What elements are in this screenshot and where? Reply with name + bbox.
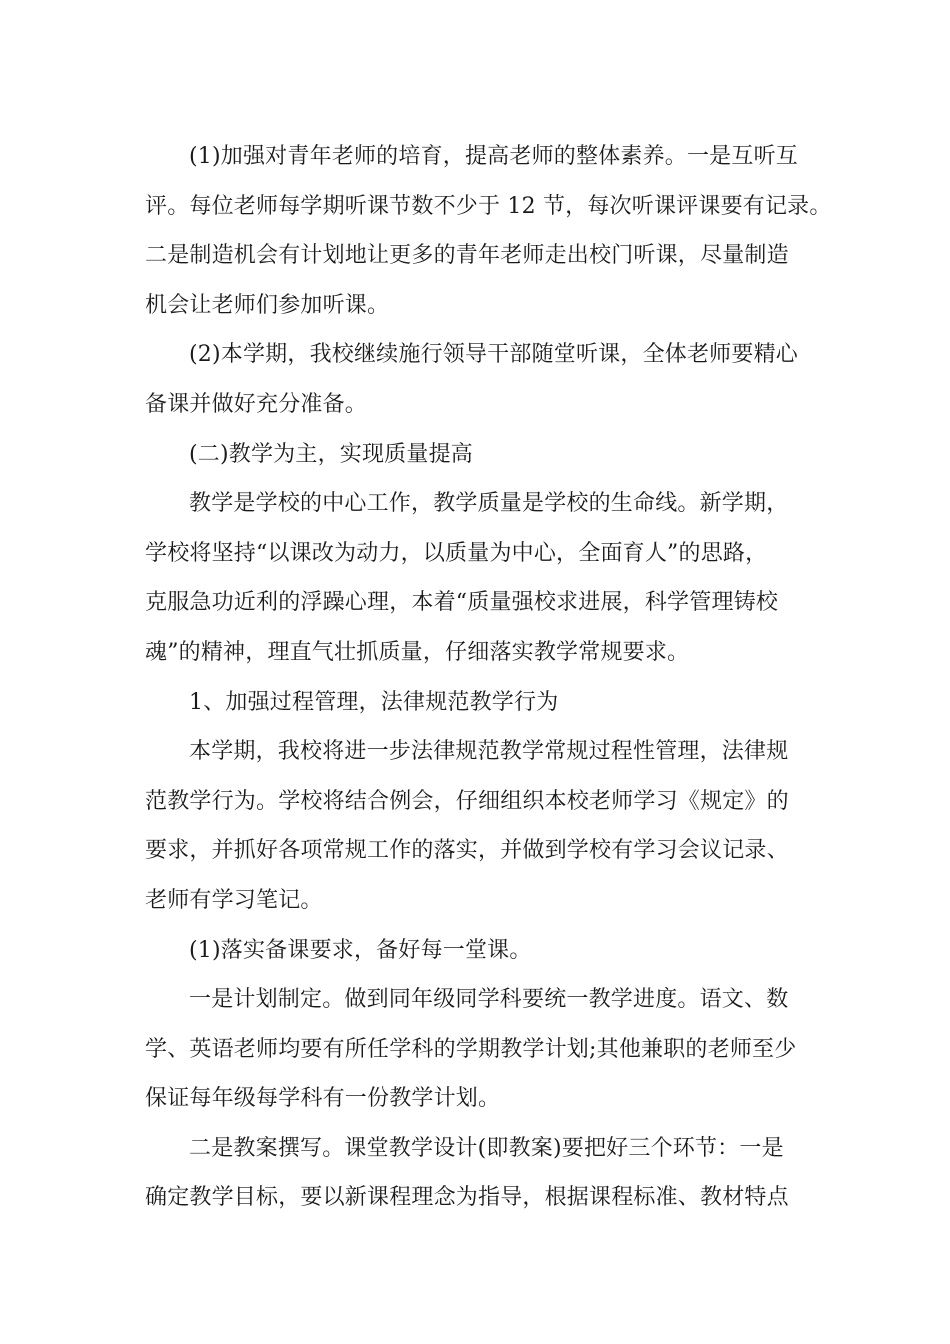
text-line: 魂”的精神，理直气壮抓质量，仔细落实教学常规要求。 xyxy=(145,639,690,665)
text-line: 评。每位老师每学期听课节数不少于 12 节，每次听课评课要有记录。 xyxy=(145,193,832,219)
text-line: 二是制造机会有计划地让更多的青年老师走出校门听课，尽量制造 xyxy=(145,243,789,269)
text-line: 确定教学目标，要以新课程理念为指导，根据课程标准、教材特点 xyxy=(145,1185,789,1211)
text-line: 1、加强过程管理，法律规范教学行为 xyxy=(189,689,559,715)
document-body xyxy=(145,132,832,1223)
text-line: (1)加强对青年老师的培育，提高老师的整体素养。一是互听互 xyxy=(189,144,798,169)
text-line: (二)教学为主，实现质量提高 xyxy=(189,441,473,467)
text-line: 学校将坚持“以课改为动力，以质量为中心，全面育人”的思路， xyxy=(145,540,768,566)
text-line: 范教学行为。学校将结合例会，仔细组织本校老师学习《规定》的 xyxy=(145,788,789,814)
text-line: 本学期，我校将进一步法律规范教学常规过程性管理，法律规 xyxy=(189,739,789,765)
text-line: (1)落实备课要求，备好每一堂课。 xyxy=(189,937,532,963)
text-line: 备课并做好充分准备。 xyxy=(145,391,368,417)
text-line: 学、英语老师均要有所任学科的学期教学计划;其他兼职的老师至少 xyxy=(145,1036,797,1062)
text-line: 克服急功近利的浮躁心理，本着“质量强校求进展，科学管理铸校 xyxy=(145,590,779,616)
text-line: 保证每年级每学科有一份教学计划。 xyxy=(145,1086,501,1112)
text-line: 机会让老师们参加听课。 xyxy=(145,292,390,318)
text-line: 教学是学校的中心工作，教学质量是学校的生命线。新学期， xyxy=(189,491,789,517)
text-line: 一是计划制定。做到同年级同学科要统一教学进度。语文、数 xyxy=(189,987,789,1013)
text-line: 二是教案撰写。课堂教学设计(即教案)要把好三个环节：一是 xyxy=(189,1135,784,1161)
text-line: (2)本学期，我校继续施行领导干部随堂听课，全体老师要精心 xyxy=(189,342,798,368)
text-line: 老师有学习笔记。 xyxy=(145,887,323,913)
text-line: 要求，并抓好各项常规工作的落实，并做到学校有学习会议记录、 xyxy=(145,838,789,864)
